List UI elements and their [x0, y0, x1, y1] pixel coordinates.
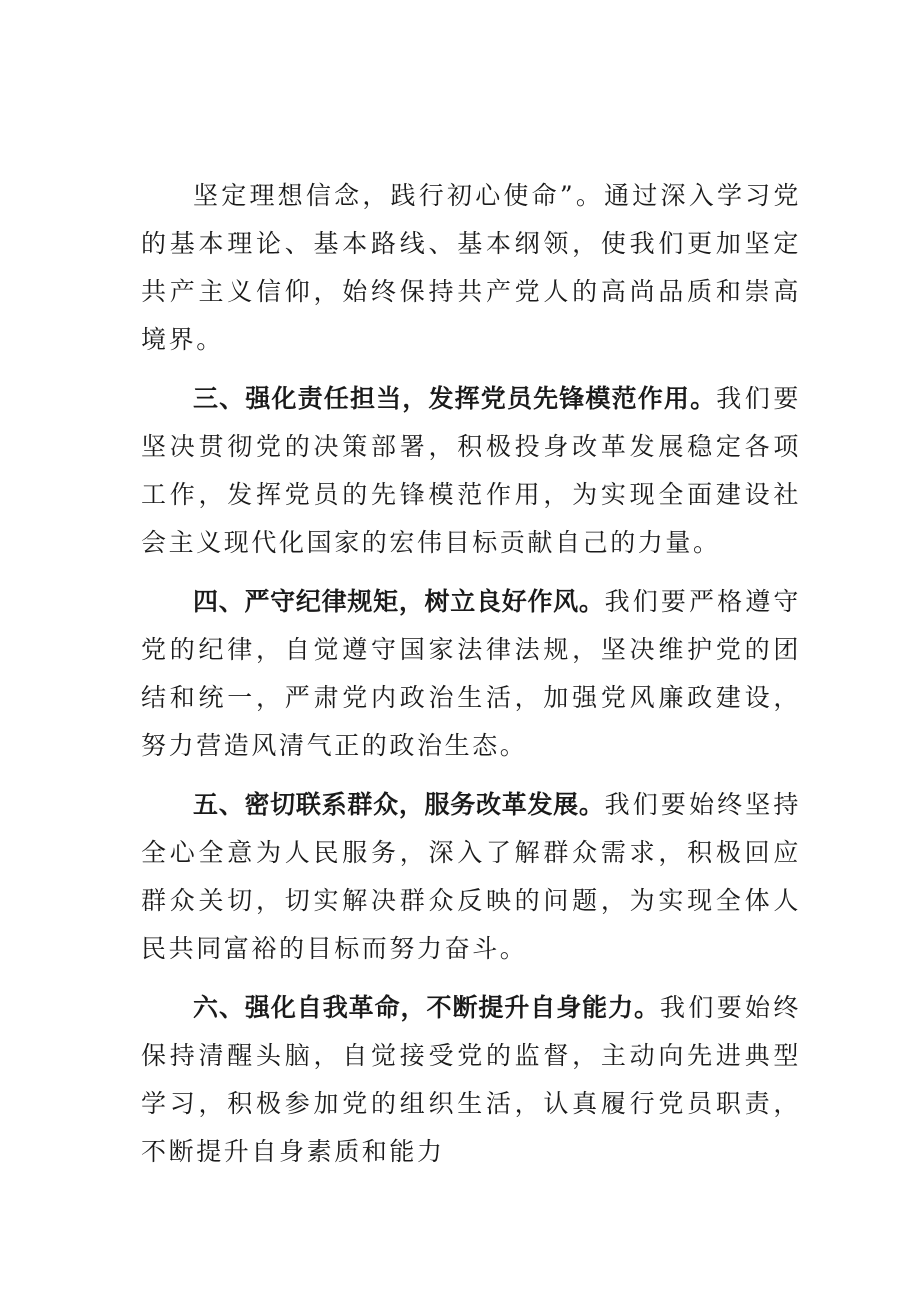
paragraph-section-5 [141, 781, 801, 973]
paragraph-section-3 [141, 375, 801, 567]
section-heading: 四、严守纪律规矩，树立良好作风。 [193, 587, 605, 616]
paragraph-section-6 [141, 984, 801, 1176]
paragraph-body: 坚定理想信念，践行初心使命”。通过深入学习党的基本理论、基本路线、基本纲领，使我们更加坚定共产主义信仰，始终保持共产党人的高尚品质和崇高境界。 [141, 181, 801, 354]
section-heading: 三、强化责任担当，发挥党员先锋模范作用。 [193, 384, 717, 413]
section-heading: 五、密切联系群众，服务改革发展。 [193, 790, 605, 819]
paragraph-body: 我们要坚决贯彻党的决策部署，积极投身改革发展稳定各项工作，发挥党员的先锋模范作用，为实现全面建设社会主义现代化国家的宏伟目标贡献自己的力量。 [141, 384, 801, 557]
paragraph-section-4 [141, 578, 801, 770]
section-heading: 六、强化自我革命，不断提升自身能力。 [193, 993, 660, 1022]
paragraph-body: 我们要严格遵守党的纪律，自觉遵守国家法律法规，坚决维护党的团结和统一，严肃党内政治生活，加强党风廉政建设，努力营造风清气正的政治生态。 [141, 587, 802, 760]
paragraph-continuation [141, 172, 801, 364]
paragraph-body: 我们要始终坚持全心全意为人民服务，深入了解群众需求，积极回应群众关切，切实解决群众反映的问题，为实现全体人民共同富裕的目标而努力奋斗。 [141, 790, 802, 963]
paragraph-body: 我们要始终保持清醒头脑，自觉接受党的监督，主动向先进典型学习，积极参加党的组织生活，认真履行党员职责，不断提升自身素质和能力 [141, 993, 801, 1166]
document-body [141, 172, 801, 1176]
